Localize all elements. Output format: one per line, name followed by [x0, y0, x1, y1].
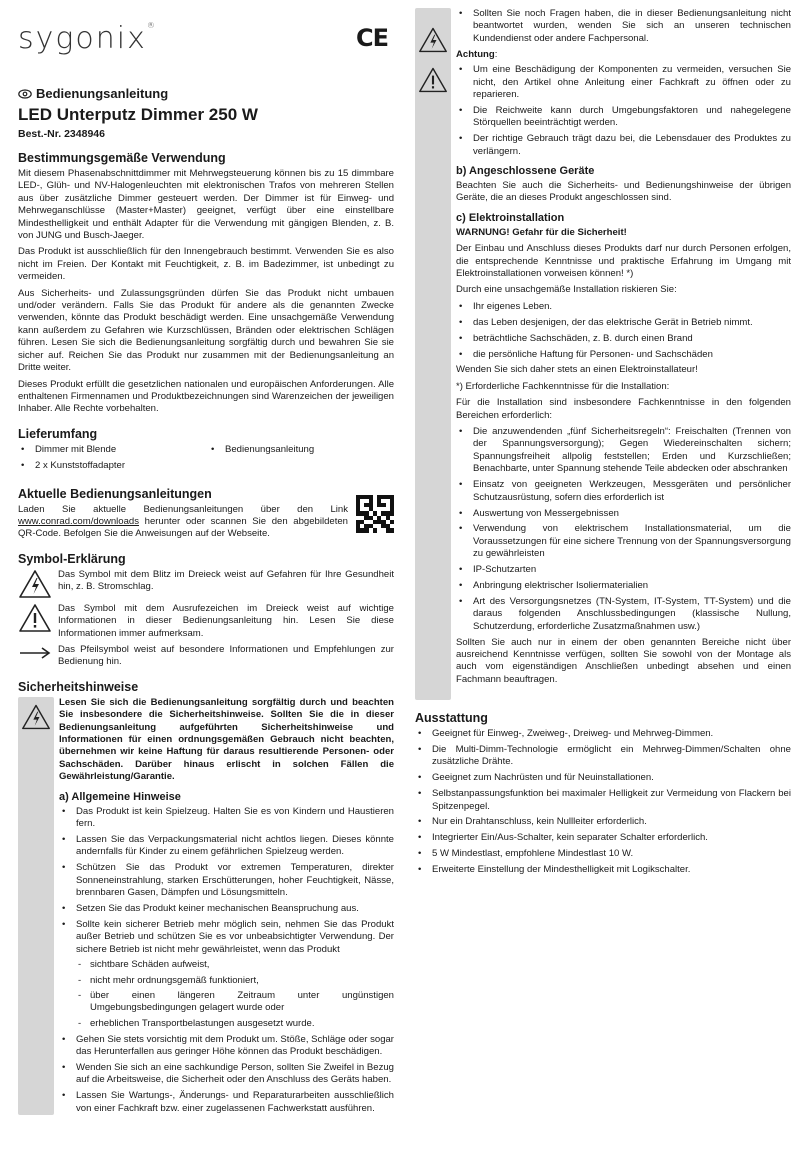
list-item: • Erweiterte Einstellung der Mindesthelligkeit mit Logikschalter.	[415, 864, 791, 876]
list-item: • Lassen Sie Wartungs-, Änderungs- und Reparaturarbeiten ausschließlich von einer Fachkraft bzw. einer zugelassenen Fachwerkstatt ausführen.	[59, 1090, 394, 1115]
risk-list	[456, 301, 791, 361]
intended-use-paragraph: Dieses Produkt erfüllt die gesetzlichen nationalen und europäischen Anforderungen. Alle enthaltenen Firmennamen und Produktbezeichnungen sind Warenzeichen der jeweiligen Inhaber. Alle Rechte vorbehalten.	[18, 378, 394, 415]
list-item: • Bedienungsanleitung	[208, 444, 394, 456]
order-number: Best.-Nr. 2348946	[18, 128, 105, 140]
list-item: • Anbringung elektrischer Isoliermaterialien	[456, 580, 791, 592]
lightning-triangle-icon	[21, 703, 51, 731]
sub-list	[76, 959, 394, 1030]
safety-heading: Sicherheitshinweise	[18, 679, 139, 694]
doc-type: Bedienungsanleitung	[18, 86, 394, 101]
list-item: • 2 x Kunststoffadapter	[18, 460, 208, 472]
list-item: • Nur ein Drahtanschluss, kein Nullleiter erforderlich.	[415, 816, 791, 828]
connected-devices-text: Beachten Sie auch die Sicherheits- und Bedienungshinweise der übrigen Geräte, die an dieses Produkt angeschlossen sind.	[456, 179, 791, 204]
current-manuals-heading: Aktuelle Bedienungsanleitungen	[18, 486, 212, 501]
list-item: • 5 W Mindestlast, empfohlene Mindestlast 10 W.	[415, 848, 791, 860]
electro-paragraph: Sollten Sie auch nur in einem der oben genannten Bereiche nicht über ausreichend Kenntnisse verfügen, sollten Sie sowohl von der Montage als auch vom eigenständigen Anschließen unbedingt absehen und einen Fachmann beauftragen.	[456, 636, 791, 685]
safety-side-strip	[18, 697, 54, 1115]
connected-devices-heading: b) Angeschlossene Geräte	[456, 164, 595, 177]
safety-content	[54, 697, 394, 1119]
caution-label: Achtung:	[456, 48, 498, 60]
list-item: • Geeignet für Einweg-, Zweiweg-, Dreiweg- und Mehrweg-Dimmen.	[415, 728, 791, 740]
list-item: • Lassen Sie das Verpackungsmaterial nicht achtlos liegen. Dieses könnte andernfalls für Kinder zu einem gefährlichen Spielzeug werden.	[59, 834, 394, 859]
list-item: • Der richtige Gebrauch trägt dazu bei, die Lebensdauer des Produktes zu verlängern.	[456, 133, 791, 158]
list-item: • Das Produkt ist kein Spielzeug. Halten Sie es von Kindern und Haustieren fern.	[59, 806, 394, 831]
list-item: • Art des Versorgungsnetzes (TN-System, IT-System, TT-System) und die daraus folgenden Anschlussbedingungen (klassische Nullung, Schutzerdung, erforderliche Zusatzmaßnahmen usw.)	[456, 596, 791, 633]
list-item: • die persönliche Haftung für Personen- und Sachschäden	[456, 349, 791, 361]
list-item: • Integrierter Ein/Aus-Schalter, kein separater Schalter erforderlich.	[415, 832, 791, 844]
intended-use-paragraph: Das Produkt ist ausschließlich für den Innengebrauch bestimmt. Verwenden Sie es also nicht im Freien. Der Kontakt mit Feuchtigkeit, z. B. im Badezimmer, ist unbedingt zu vermeiden.	[18, 246, 394, 283]
list-item: • Setzen Sie das Produkt keiner mechanischen Beanspruchung aus.	[59, 903, 394, 915]
list-item: • Wenden Sie sich an eine sachkundige Person, sollten Sie Zweifel in Bezug auf die Arbeitsweise, die Sicherheit oder den Anschluss des Geräts haben.	[59, 1062, 394, 1087]
list-item: • Gehen Sie stets vorsichtig mit dem Produkt um. Stöße, Schläge oder sogar das Herunterfallen aus geringer Höhe können das Produkt beschädigen.	[59, 1034, 394, 1059]
eye-icon	[18, 89, 32, 99]
sub-list-item: - erheblichen Transportbelastungen ausgesetzt wurde.	[76, 1018, 394, 1030]
electro-paragraph: Wenden Sie sich daher stets an einen Elektroinstallateur!	[456, 364, 698, 376]
list-item: • Verwendung von elektrischem Installationsmaterial, um die Voraussetzungen für eine sichere Trennung von der Spannungsversorgung zu gewährleisten	[456, 523, 791, 560]
general-notes-heading: a) Allgemeine Hinweise	[59, 790, 181, 803]
list-item: • IP-Schutzarten	[456, 564, 791, 576]
safety-side-strip	[415, 8, 451, 700]
intended-use-heading: Bestimmungsgemäße Verwendung	[18, 151, 226, 165]
intended-use-paragraph: Mit diesem Phasenabschnittdimmer mit Mehrwegsteuerung können bis zu 15 dimmbare LED-, Glüh- und NV-Halogenleuchten mit elektronischen Trafos von mehreren Stellen aus über zusätzliche Dimmer gesteuert werden. Der Dimmer ist für Einweg- und Mehrweganschlüsse (Master+Master) geeignet, verfügt über eine einstellbare Mindesthelligkeit und enthält Adapter für die Verwendung mit gängigen Blenden, z. B. von JUNG und Busch-Jaeger.	[18, 168, 394, 242]
list-item: • Einsatz von geeigneten Werkzeugen, Messgeräten und persönlicher Schutzausrüstung, sofern dies erforderlich ist	[456, 479, 791, 504]
list-item: • Sollte kein sicherer Betrieb mehr möglich sein, nehmen Sie das Produkt außer Betrieb und schützen Sie es vor unbeabsichtigter Verwendung. Der sichere Betrieb ist nicht mehr gewährleistet, wenn das Produkt - sichtbare Schäden aufweist, - nicht mehr ordnungsgemäß funktioniert, - über einen längeren Zeitraum unter ungünstigen Umgebungsbedingungen gelagert wurde oder - erheblichen Transportbelastungen ausgesetzt wurde.	[59, 919, 394, 1030]
caution-list	[456, 64, 791, 158]
safety-block	[18, 697, 394, 1119]
left-column	[18, 20, 394, 1119]
list-item: • Die Reichweite kann durch Umgebungsfaktoren und nahegelegene Störquellen beeinträchtigt werden.	[456, 105, 791, 130]
sub-list-item: - über einen längeren Zeitraum unter ungünstigen Umgebungsbedingungen gelagert wurde oder	[76, 990, 394, 1015]
electro-paragraph: Durch eine unsachgemäße Installation riskieren Sie:	[456, 284, 677, 296]
list-item: • Ihr eigenes Leben.	[456, 301, 791, 313]
arrow-icon	[18, 644, 52, 662]
list-item: • Um eine Beschädigung der Komponenten zu vermeiden, versuchen Sie nicht, den Artikel ohne Anleitung einer Fachkraft zu öffnen oder zu reparieren.	[456, 64, 791, 101]
safety-content	[451, 8, 791, 700]
features-heading: Ausstattung	[415, 711, 488, 725]
page-title: LED Unterputz Dimmer 250 W	[18, 105, 258, 124]
list-item: • das Leben desjenigen, der das elektrische Gerät in Betrieb nimmt.	[456, 317, 791, 329]
qr-code-icon[interactable]	[356, 495, 394, 533]
current-manuals-row	[18, 504, 394, 541]
symbol-row: Das Symbol mit dem Blitz im Dreieck weist auf Gefahren für Ihre Gesundheit hin, z. B. Stromschlag.	[18, 569, 394, 599]
features-list	[415, 728, 791, 877]
delivery-list	[18, 444, 394, 476]
lightning-triangle-icon	[418, 26, 448, 54]
general-notes-list	[456, 8, 791, 45]
symbols-heading: Symbol-Erklärung	[18, 551, 126, 566]
list-item: • Auswertung von Messergebnissen	[456, 508, 791, 520]
electro-paragraph: *) Erforderliche Fachkenntnisse für die Installation:	[456, 380, 670, 392]
exclamation-triangle-icon	[18, 603, 52, 633]
header-bar	[18, 20, 394, 56]
ce-mark: CE	[355, 24, 388, 52]
sub-list-item: - sichtbare Schäden aufweist,	[76, 959, 394, 971]
lightning-triangle-icon	[18, 569, 52, 599]
electro-paragraph: Der Einbau und Anschluss dieses Produkts darf nur durch Personen erfolgen, die entsprechende Kenntnisse und praktische Erfahrung im Umgang mit Elektroinstallationen vorweisen können! *)	[456, 243, 791, 279]
symbol-row: Das Pfeilsymbol weist auf besondere Informationen und Empfehlungen zur Bedienung hin.	[18, 644, 394, 669]
sub-list-item: - nicht mehr ordnungsgemäß funktioniert,	[76, 975, 394, 987]
delivery-heading: Lieferumfang	[18, 426, 98, 441]
exclamation-triangle-icon	[418, 66, 448, 94]
download-link[interactable]: www.conrad.com/downloads	[18, 515, 139, 527]
general-notes-list	[59, 806, 394, 1115]
electro-paragraph: Für die Installation sind insbesondere Fachkenntnisse in den folgenden Bereichen erforderlich:	[456, 397, 791, 421]
right-column	[415, 8, 791, 880]
electro-warning: WARNUNG! Gefahr für die Sicherheit!	[456, 226, 627, 238]
electro-installation-heading: c) Elektroinstallation	[456, 211, 565, 224]
list-item: • beträchtliche Sachschäden, z. B. durch einen Brand	[456, 333, 791, 345]
intended-use-paragraph: Aus Sicherheits- und Zulassungsgründen dürfen Sie das Produkt nicht umbauen und/oder verändern. Falls Sie das Produkt für andere als die genannten Zwecke verwenden, könnte das Produkt beschädigt werden. Eine unsachgemäße Verwendung kann außerdem zu Gefahren wie Kurzschlüssen, Bränden oder elektrischen Schlägen führen. Lesen Sie sich die Bedienungsanleitung sorgfältig durch und bewahren Sie sie sicher auf. Reichen Sie das Produkt nur zusammen mit der Bedienungsanleitung an Dritte weiter.	[18, 287, 394, 374]
list-item: • Geeignet zum Nachrüsten und für Neuinstallationen.	[415, 772, 791, 784]
list-item: • Sollten Sie noch Fragen haben, die in dieser Bedienungsanleitung nicht beantwortet wurden, wenden Sie sich an unseren technischen Kundendienst oder andere Fachpersonal.	[456, 8, 791, 45]
symbol-row: Das Symbol mit dem Ausrufezeichen im Dreieck weist auf wichtige Informationen in dieser Bedienungsanleitung hin. Lesen Sie diese Informationen immer aufmerksam.	[18, 603, 394, 640]
list-item: • Die Multi-Dimm-Technologie ermöglicht ein Mehrweg-Dimmen/Schalten ohne zusätzliche Drähte.	[415, 744, 791, 769]
brand-logo: sygonix®	[18, 20, 157, 56]
safety-intro: Lesen Sie sich die Bedienungsanleitung sorgfältig durch und beachten Sie insbesondere die Sicherheitshinweise. Sollten Sie die in dieser Bedienungsanleitung aufgeführten Sicherheitshinweise und Informationen für einen ordnungsgemäßen Gebrauch nicht beachten, übernehmen wir keine Haftung für daraus resultierende Personen- oder Sachschäden. Darüber hinaus erlischt in solchen Fällen die Gewährleistung/Garantie.	[59, 696, 394, 783]
safety-continued-block	[415, 8, 791, 700]
list-item: • Selbstanpassungsfunktion bei maximaler Helligkeit zur Vermeidung von Flackern bei Spitzenpegel.	[415, 788, 791, 813]
current-manuals-text: Laden Sie aktuelle Bedienungsanleitungen über den Link www.conrad.com/downloads herunter oder scannen Sie den abgebildeten QR-Code. Befolgen Sie die Anweisungen auf der Webseite.	[18, 503, 348, 540]
list-item: • Die anzuwendenden „fünf Sicherheitsregeln“: Freischalten (Trennen von der Spannungsversorgung); Gegen Wiedereinschalten sichern; Spannungsfreiheit allpolig feststellen; Erden und Kurzschließen; Benachbarte, unter Spannung stehende Teile abdecken oder abschranken	[456, 426, 791, 476]
list-item: • Schützen Sie das Produkt vor extremen Temperaturen, direkter Sonneneinstrahlung, starken Erschütterungen, hoher Feuchtigkeit, Nässe, brennbaren Gasen, Dämpfen und Lösungsmitteln.	[59, 862, 394, 899]
skills-list	[456, 426, 791, 633]
list-item: • Dimmer mit Blende	[18, 444, 208, 456]
